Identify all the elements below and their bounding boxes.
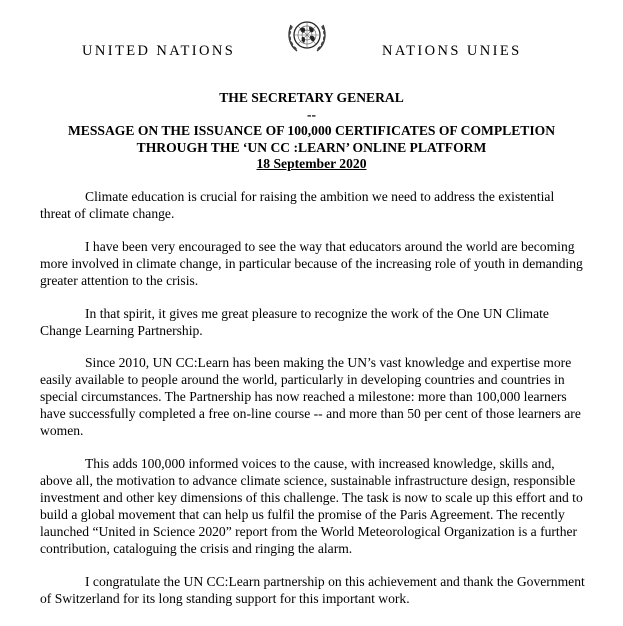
- letterhead: [0, 0, 623, 70]
- paragraph: Climate education is crucial for raising the ambition we need to address the existential threat of climate change.: [40, 189, 555, 221]
- org-name-english: UNITED NATIONS: [82, 43, 236, 59]
- message-title-line-1: MESSAGE ON THE ISSUANCE OF 100,000 CERTIFICATES OF COMPLETION: [67, 123, 556, 138]
- paragraph: In that spirit, it gives me great pleasure to recognize the work of the One UN Climate Change Learning Partnership.: [40, 305, 549, 338]
- paragraph: I have been very encouraged to see the way that educators around the world are becoming more involved in climate change, in particular because of the increasing role of youth in demanding greater attention to the crisis.: [40, 238, 583, 288]
- office-title: THE SECRETARY GENERAL: [219, 90, 404, 105]
- message-title-line-2: THROUGH THE ‘UN CC :LEARN’ ONLINE PLATFORM: [136, 139, 487, 155]
- message-date: 18 September 2020: [256, 156, 367, 171]
- document-heading: [40, 90, 583, 173]
- un-emblem-icon: [285, 13, 329, 57]
- message-body: [40, 188, 588, 623]
- heading-separator: --: [306, 106, 317, 122]
- paragraph: I congratulate the UN CC:Learn partnership on this achievement and thank the Government of Switzerland for its long standing support for this important work.: [40, 573, 585, 606]
- org-name-french: NATIONS UNIES: [382, 43, 522, 59]
- paragraph: Since 2010, UN CC:Learn has been making the UN’s vast knowledge and expertise more easily available to people around the world, particularly in developing countries and countries in special circumstances. The Partnership has now reached a milestone: more than 100,000 learners have successfully completed a free on-line course -- and more than 50 per cent of those learners are women.: [40, 355, 581, 439]
- paragraph: This adds 100,000 informed voices to the cause, with increased knowledge, skills and, above all, the motivation to advance climate science, sustainable infrastructure design, responsible investment and other key dimensions of this challenge. The task is now to scale up this effort and to build a global movement that can help us fulfil the promise of the Paris Agreement. The recently launched “United in Science 2020” report from the World Meteorological Organization is a further contribution, cataloguing the crisis and ringing the alarm.: [40, 456, 583, 557]
